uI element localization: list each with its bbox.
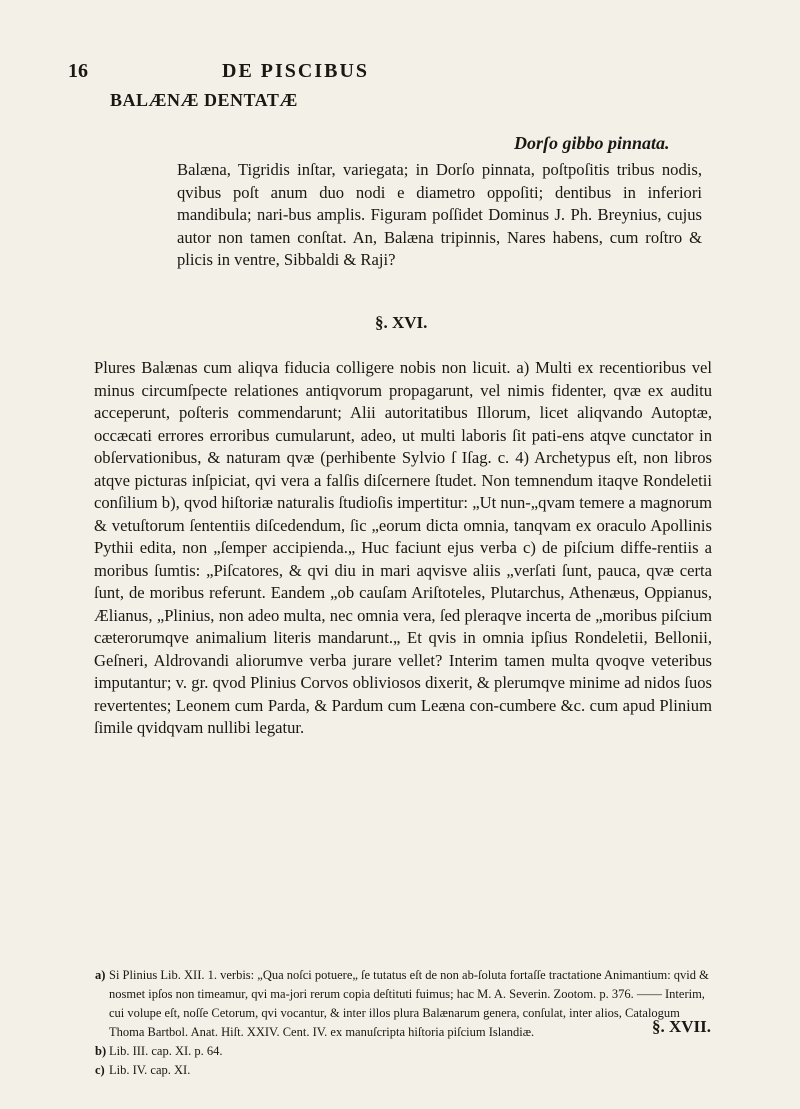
main-paragraph-text: Plures Balænas cum aliqva fiducia colligere nobis non licuit. a) Multi ex recentioribus vel minus circumſpecte relationes antiqvorum propagarunt, vel nimis fidenter, qvæ ex auditu acceperunt, poſteris commendarunt; Alii autoritatibus Illorum, licet aliqvando Autoptæ, occæcati errores erroribus cumularunt, adeo, ut multi laboris ſit pati-ens atqve cunctator in obſervationibus, & naturam qvæ (perhibente Sylvio ſ Iſag. c. 4) Archetypus eſt, non libros atqve picturas inſpiciat, qvi vera a falſis diſcernere ſtudet. Non temnendum itaqve Rondeletii conſilium b), qvod hiſtoriæ naturalis ſtudioſis impertitur: „Ut nun-„qvam temere a magnorum & vetuſtorum ſententiis diſcedendum, ſic „eorum dicta omnia, tanqvam ex oraculo Apollinis Pythii edita, non „ſemper accipienda.„ Huc faciunt ejus verba c) de piſcium diffe-rentiis a moribus ſumtis: „Piſcatores, & qvi diu in mari aqvisve aliis „verſati ſunt, pauca, qvæ certa ſunt, de moribus referunt. Eandem „ob cauſam Ariſtoteles, Plutarchus, Athenæus, Oppianus, Ælianus, „Plinius, non adeo multa, nec omnia vera, ſed pleraqve incerta de „moribus piſcium cæterorumqve animalium literis mandarunt.„ Et qvis in omnia ipſius Rondeletii, Bellonii, Geſneri, Aldrovandi aliorumve verba jurare vellet? Interim tamen multa qvoqve veteribus imputantur; v. gr. qvod Plinius Corvos obliviosos dixerit, & plerumqve minime ad nidos ſuos revertentes; Leonem cum Parda, & Pardum cum Leæna con-cumbere &c. cum apud Plinium ſimile qvidqvam nullibi legatur. bbox=[94, 358, 712, 737]
running-head: DE PISCIBUS bbox=[222, 60, 370, 82]
footnote-text: Lib. III. cap. XI. p. 64. bbox=[109, 1044, 223, 1058]
subsection-title: Dorſo gibbo pinnata. bbox=[514, 133, 670, 153]
footnote-marker: c) bbox=[95, 1063, 105, 1077]
footnote-c bbox=[95, 1061, 710, 1080]
footnote-a bbox=[95, 966, 710, 1042]
footnote-marker: b) bbox=[95, 1044, 107, 1058]
section-number: §. XVI. bbox=[375, 313, 428, 332]
footnote-b bbox=[95, 1042, 710, 1061]
footnote-text: Si Plinius Lib. XII. 1. verbis: „Qua noſci potuere„ ſe tutatus eſt de non ab-ſoluta fortaſſe tractatione Animantium: qvid & nosmet ipſos non timeamur, qvi ma-jori rerum copia deſtituti fuimus; hac M. A. Severin. Zootom. p. 376. —— Interim, cui volupe eſt, noſſe Cetorum, qvi vocantur, & inter illos plura Balænarum genera, conſulat, inter alios, Catalogum Thoma Bartbol. Anat. Hiſt. XXIV. Cent. IV. ex manuſcripta hiſtoria piſcium Islandiæ. bbox=[109, 968, 709, 1039]
catchword: §. XVII. bbox=[652, 1017, 712, 1036]
footnotes bbox=[95, 966, 710, 1080]
page-number: 16 bbox=[68, 60, 88, 82]
main-paragraph bbox=[94, 357, 712, 740]
description-paragraph: Balæna, Tigridis inſtar, variegata; in Dorſo pinnata, poſtpoſitis tribus nodis, qvibus poſt anum duo nodi e diametro oppoſiti; dentibus in inferiori mandibula; nari-bus amplis. Figuram poſſidet Dominus J. Ph. Breynius, cujus autor non tamen conſtat. An, Balæna tripinnis, Nares habens, cum roſtro & plicis in ventre, Sibbaldi & Raji? bbox=[177, 160, 702, 269]
page-header bbox=[0, 58, 800, 88]
footnote-text: Lib. IV. cap. XI. bbox=[109, 1063, 191, 1077]
section-heading: BALÆNÆ DENTATÆ bbox=[110, 90, 298, 110]
footnote-marker: a) bbox=[95, 968, 106, 982]
